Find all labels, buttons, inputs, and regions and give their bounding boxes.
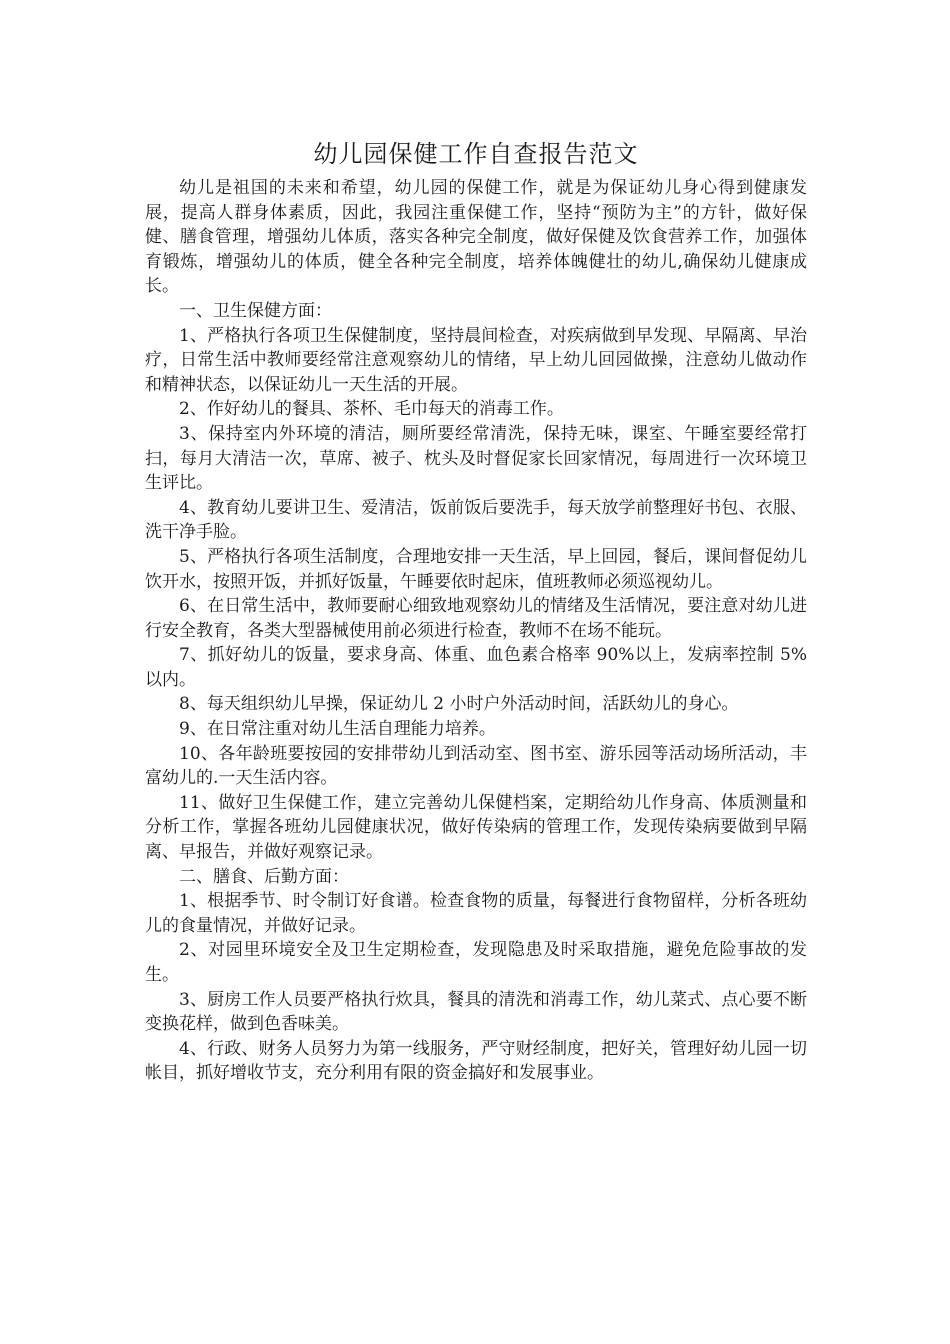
hygiene-item-9: 9、在日常注重对幼儿生活自理能力培养。 xyxy=(179,719,496,740)
hygiene-item-1: 1、严格执行各项卫生保健制度，坚持晨间检查，对疾病做到早发现、早隔离、早治疗，日常生活中教师要经常注意观察幼儿的情绪，早上幼儿回园做操，注意幼儿做动作和精神状态，以保证幼儿一天生活的开展。 xyxy=(145,325,807,395)
hygiene-item-10: 10、各年龄班要按园的安排带幼儿到活动室、图书室、游乐园等活动场所活动，丰富幼儿的.一天生活内容。 xyxy=(145,743,807,789)
hygiene-item-11: 11、做好卫生保健工作，建立完善幼儿保健档案，定期给幼儿作身高、体质测量和分析工作，掌握各班幼儿园健康状况，做好传染病的管理工作，发现传染病要做到早隔离、早报告，并做好观察记录。 xyxy=(145,792,807,863)
document-page xyxy=(145,132,807,1086)
hygiene-item-2: 2、作好幼儿的餐具、茶杯、毛巾每天的消毒工作。 xyxy=(179,399,564,420)
document-body xyxy=(145,176,807,1086)
catering-item-3: 3、厨房工作人员要严格执行炊具，餐具的清洗和消毒工作，幼儿菜式、点心要不断变换花样，做到色香味美。 xyxy=(145,989,807,1035)
hygiene-item-5: 5、严格执行各项生活制度，合理地安排一天生活，早上回园，餐后，课间督促幼儿饮开水，按照开饭，并抓好饭量，午睡要依时起床，值班教师必须巡视幼儿。 xyxy=(145,546,807,592)
catering-item-2: 2、对园里环境安全及卫生定期检查，发现隐患及时采取措施，避免危险事故的发生。 xyxy=(145,940,807,985)
hygiene-item-6: 6、在日常生活中，教师要耐心细致地观察幼儿的情绪及生活情况，要注意对幼儿进行安全教育，各类大型器械使用前必须进行检查，教师不在场不能玩。 xyxy=(145,596,807,641)
catering-item-4: 4、行政、财务人员努力为第一线服务，严守财经制度，把好关，管理好幼儿园一切帐目，抓好增收节支，充分利用有限的资金搞好和发展事业。 xyxy=(145,1038,807,1084)
section-heading-hygiene: 一、卫生保健方面： xyxy=(179,300,332,321)
catering-item-1: 1、根据季节、时令制订好食谱。检查食物的质量，每餐进行食物留样，分析各班幼儿的食量情况，并做好记录。 xyxy=(145,891,807,936)
section-heading-catering: 二、膳食、后勤方面： xyxy=(179,866,349,887)
document-title: 幼儿园保健工作自查报告范文 xyxy=(313,140,639,168)
hygiene-item-8: 8、每天组织幼儿早操，保证幼儿 2 小时户外活动时间，活跃幼儿的身心。 xyxy=(179,694,739,715)
intro-paragraph: 幼儿是祖国的未来和希望，幼儿园的保健工作，就是为保证幼儿身心得到健康发展，提高人群身体素质，因此，我园注重保健工作，坚持“预防为主”的方针，做好保健、膳食管理，增强幼儿体质，落实各种完全制度，做好保健及饮食营养工作，加强体育锻炼，增强幼儿的体质，健全各种完全制度，培养体魄健壮的幼儿,确保幼儿健康成长。 xyxy=(145,178,807,297)
hygiene-item-4: 4、教育幼儿要讲卫生、爱清洁，饭前饭后要洗手，每天放学前整理好书包、衣服、洗干净手脸。 xyxy=(145,497,807,543)
hygiene-item-7: 7、抓好幼儿的饭量，要求身高、体重、血色素合格率 90%以上，发病率控制 5%以内。 xyxy=(145,645,807,690)
hygiene-item-3: 3、保持室内外环境的清洁，厕所要经常清洗，保持无味，课室、午睡室要经常打扫，每月大清洁一次，草席、被子、枕头及时督促家长回家情况，每周进行一次环境卫生评比。 xyxy=(145,423,807,494)
